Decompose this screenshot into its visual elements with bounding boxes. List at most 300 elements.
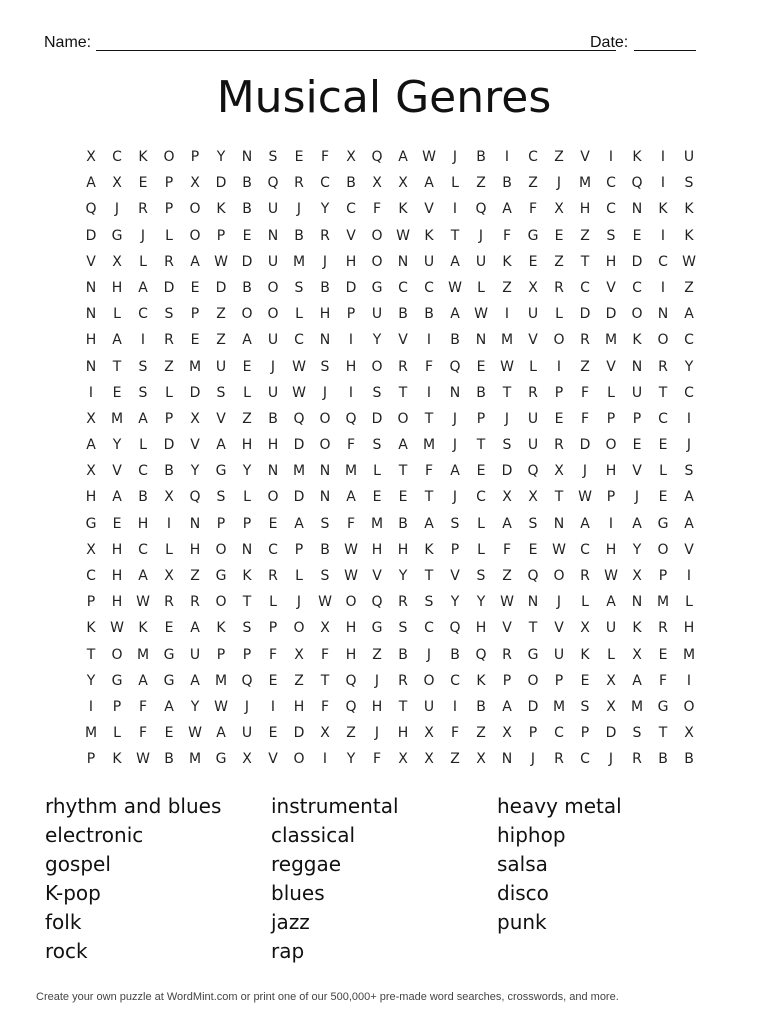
grid-letter: A: [580, 515, 590, 532]
grid-letter: N: [527, 594, 539, 611]
grid-letter: J: [374, 672, 380, 689]
grid-letter: U: [267, 332, 279, 349]
grid-letter: N: [319, 332, 331, 349]
grid-letter: T: [528, 620, 538, 637]
grid-letter: Z: [372, 646, 382, 663]
grid-letter: N: [449, 384, 461, 401]
grid-letter: J: [556, 594, 562, 611]
grid-letter: P: [164, 175, 174, 192]
grid-letter: X: [190, 175, 200, 192]
grid-letter: X: [86, 410, 96, 427]
grid-letter: M: [500, 332, 514, 349]
grid-letter: F: [580, 410, 590, 427]
grid-letter: G: [657, 698, 669, 715]
grid-letter: N: [657, 306, 669, 323]
grid-letter: U: [189, 646, 201, 663]
grid-row: [78, 720, 702, 746]
grid-letter: I: [660, 175, 666, 192]
grid-letter: S: [684, 175, 694, 192]
grid-letter: O: [371, 358, 383, 375]
grid-letter: V: [216, 410, 226, 427]
grid-letter: X: [190, 410, 200, 427]
grid-letter: I: [686, 672, 692, 689]
grid-letter: W: [422, 149, 436, 165]
grid-letter: U: [241, 725, 253, 742]
grid-letter: H: [605, 253, 617, 270]
grid-letter: W: [448, 279, 462, 296]
grid-letter: P: [476, 410, 486, 427]
grid-letter: K: [138, 149, 148, 165]
grid-letter: O: [631, 306, 643, 323]
grid-letter: A: [86, 175, 96, 192]
grid-letter: F: [346, 515, 356, 532]
grid-letter: M: [344, 463, 358, 480]
word-column: [45, 792, 271, 966]
grid-letter: O: [241, 306, 253, 323]
grid-letter: I: [348, 332, 354, 349]
grid-letter: F: [450, 725, 460, 742]
grid-letter: J: [452, 489, 458, 506]
word-item: punk: [497, 910, 547, 934]
grid-letter: F: [424, 358, 434, 375]
grid-letter: D: [85, 227, 97, 244]
grid-letter: A: [216, 725, 226, 742]
grid-letter: O: [163, 149, 175, 165]
grid-row: [78, 170, 702, 196]
grid-letter: A: [502, 515, 512, 532]
grid-letter: I: [608, 515, 614, 532]
grid-letter: W: [396, 227, 410, 244]
grid-letter: O: [319, 437, 331, 454]
grid-row: [78, 484, 702, 510]
grid-letter: U: [553, 646, 565, 663]
grid-letter: M: [214, 672, 228, 689]
grid-letter: E: [554, 410, 564, 427]
grid-letter: S: [242, 620, 252, 637]
grid-letter: P: [164, 410, 174, 427]
word-item: rock: [45, 939, 88, 963]
grid-letter: H: [111, 541, 123, 558]
grid-letter: W: [214, 253, 228, 270]
grid-letter: P: [554, 384, 564, 401]
grid-letter: C: [138, 541, 148, 558]
grid-letter: N: [475, 332, 487, 349]
grid-row: [78, 511, 702, 537]
grid-letter: K: [684, 227, 694, 244]
word-item: hiphop: [497, 823, 566, 847]
grid-row: [78, 458, 702, 484]
grid-letter: A: [450, 463, 460, 480]
grid-letter: M: [292, 253, 306, 270]
grid-letter: B: [476, 384, 486, 401]
grid-letter: F: [424, 463, 434, 480]
grid-letter: I: [270, 698, 276, 715]
grid-letter: N: [319, 463, 331, 480]
letter-grid: [78, 144, 702, 773]
grid-letter: I: [426, 332, 432, 349]
grid-letter: U: [527, 437, 539, 454]
grid-letter: X: [554, 201, 564, 218]
grid-letter: J: [504, 410, 510, 427]
grid-letter: U: [475, 253, 487, 270]
grid-letter: V: [450, 568, 460, 584]
grid-letter: A: [346, 489, 356, 506]
grid-letter: E: [658, 646, 668, 663]
grid-letter: E: [112, 515, 122, 532]
grid-letter: Z: [190, 568, 200, 584]
grid-letter: O: [267, 489, 279, 506]
grid-letter: I: [322, 751, 328, 768]
grid-letter: N: [631, 201, 643, 218]
grid-letter: P: [450, 541, 460, 558]
grid-letter: H: [267, 437, 279, 454]
grid-letter: C: [398, 279, 408, 296]
grid-letter: T: [476, 437, 486, 454]
grid-letter: S: [684, 463, 694, 480]
grid-letter: E: [138, 175, 148, 192]
grid-letter: Y: [684, 358, 694, 375]
grid-letter: H: [397, 725, 409, 742]
grid-letter: M: [552, 698, 566, 715]
grid-row: [78, 563, 702, 589]
grid-letter: A: [112, 332, 122, 349]
grid-letter: Q: [293, 410, 305, 427]
grid-letter: N: [397, 253, 409, 270]
grid-letter: M: [604, 332, 618, 349]
grid-letter: Y: [112, 437, 122, 454]
grid-letter: C: [684, 384, 694, 401]
grid-letter: K: [216, 620, 226, 637]
grid-letter: B: [268, 410, 278, 427]
grid-letter: N: [241, 149, 253, 165]
grid-letter: S: [320, 515, 330, 532]
grid-letter: W: [474, 306, 488, 323]
grid-letter: H: [345, 358, 357, 375]
grid-letter: J: [452, 410, 458, 427]
grid-letter: R: [632, 751, 642, 768]
grid-letter: C: [658, 410, 668, 427]
grid-letter: W: [292, 384, 306, 401]
grid-letter: X: [632, 646, 642, 663]
grid-letter: R: [502, 646, 512, 663]
grid-letter: A: [190, 253, 200, 270]
grid-letter: F: [138, 698, 148, 715]
grid-letter: Z: [528, 175, 538, 192]
word-column: [497, 792, 717, 966]
grid-letter: G: [111, 227, 123, 244]
grid-letter: L: [165, 541, 173, 558]
grid-letter: U: [267, 253, 279, 270]
grid-letter: K: [424, 227, 434, 244]
grid-letter: S: [294, 279, 304, 296]
grid-letter: A: [164, 698, 174, 715]
grid-letter: E: [632, 227, 642, 244]
footer-text: Create your own puzzle at WordMint.com or print one of our 500,000+ pre-made word searches, crosswords, and more.: [36, 991, 619, 1003]
grid-letter: Z: [216, 332, 226, 349]
grid-letter: W: [110, 620, 124, 637]
grid-letter: W: [318, 594, 332, 611]
grid-letter: Y: [190, 463, 200, 480]
grid-letter: A: [502, 698, 512, 715]
grid-letter: L: [659, 463, 667, 480]
grid-letter: K: [476, 672, 486, 689]
grid-letter: Q: [267, 175, 279, 192]
grid-letter: W: [344, 568, 358, 584]
grid-letter: E: [268, 725, 278, 742]
grid-letter: H: [371, 541, 383, 558]
grid-letter: I: [686, 568, 692, 584]
grid-letter: V: [346, 227, 356, 244]
grid-letter: S: [320, 358, 330, 375]
grid-letter: L: [113, 306, 121, 323]
grid-letter: A: [450, 306, 460, 323]
grid-letter: B: [294, 227, 304, 244]
grid-letter: W: [136, 751, 150, 768]
grid-letter: B: [502, 175, 512, 192]
grid-letter: R: [164, 594, 174, 611]
grid-letter: X: [632, 568, 642, 584]
grid-letter: I: [660, 149, 666, 165]
word-item: gospel: [45, 852, 111, 876]
grid-letter: Z: [164, 358, 174, 375]
grid-letter: Z: [450, 751, 460, 768]
grid-letter: A: [424, 515, 434, 532]
grid-letter: L: [373, 463, 381, 480]
grid-letter: D: [163, 279, 175, 296]
grid-row: [78, 249, 702, 275]
grid-letter: C: [580, 751, 590, 768]
grid-letter: R: [294, 175, 304, 192]
grid-letter: Y: [320, 201, 330, 218]
grid-letter: J: [556, 175, 562, 192]
word-column: [271, 792, 497, 966]
grid-letter: Q: [631, 175, 643, 192]
grid-letter: V: [86, 253, 96, 270]
grid-letter: X: [346, 149, 356, 165]
grid-letter: C: [606, 175, 616, 192]
grid-letter: E: [164, 725, 174, 742]
grid-letter: O: [527, 672, 539, 689]
grid-letter: X: [424, 725, 434, 742]
grid-letter: M: [136, 646, 150, 663]
grid-letter: P: [294, 541, 304, 558]
grid-letter: R: [554, 437, 564, 454]
grid-letter: X: [684, 725, 694, 742]
grid-letter: B: [320, 279, 330, 296]
grid-letter: G: [163, 646, 175, 663]
grid-letter: Y: [632, 541, 642, 558]
grid-letter: S: [372, 384, 382, 401]
grid-letter: T: [658, 725, 668, 742]
grid-letter: Y: [346, 751, 356, 768]
grid-letter: D: [371, 410, 383, 427]
grid-letter: W: [552, 541, 566, 558]
grid-letter: H: [85, 332, 97, 349]
grid-letter: Q: [345, 410, 357, 427]
grid-letter: J: [478, 227, 484, 244]
grid-letter: R: [320, 227, 330, 244]
grid-letter: A: [684, 515, 694, 532]
grid-letter: Y: [86, 672, 96, 689]
grid-row: [78, 746, 702, 772]
grid-letter: V: [112, 463, 122, 480]
grid-letter: L: [295, 306, 303, 323]
grid-letter: X: [476, 751, 486, 768]
grid-letter: R: [138, 201, 148, 218]
grid-letter: H: [397, 541, 409, 558]
grid-letter: V: [398, 332, 408, 349]
grid-letter: C: [580, 279, 590, 296]
grid-letter: C: [138, 306, 148, 323]
grid-letter: G: [215, 568, 227, 584]
grid-letter: L: [529, 358, 537, 375]
grid-letter: B: [242, 175, 252, 192]
grid-letter: O: [267, 279, 279, 296]
grid-letter: P: [242, 646, 252, 663]
grid-letter: L: [113, 725, 121, 742]
grid-letter: P: [268, 620, 278, 637]
grid-letter: H: [319, 306, 331, 323]
grid-letter: D: [215, 279, 227, 296]
grid-letter: E: [476, 463, 486, 480]
grid-letter: M: [682, 646, 696, 663]
grid-row: [78, 196, 702, 222]
grid-letter: E: [528, 253, 538, 270]
grid-letter: B: [684, 751, 694, 768]
grid-row: [78, 327, 702, 353]
grid-letter: P: [216, 227, 226, 244]
grid-letter: S: [164, 306, 174, 323]
grid-letter: O: [605, 437, 617, 454]
grid-letter: F: [372, 201, 382, 218]
grid-letter: V: [606, 279, 616, 296]
grid-letter: P: [112, 698, 122, 715]
grid-letter: D: [293, 437, 305, 454]
grid-letter: D: [189, 384, 201, 401]
grid-letter: N: [631, 358, 643, 375]
grid-letter: X: [528, 279, 538, 296]
grid-letter: X: [372, 175, 382, 192]
grid-letter: M: [84, 725, 98, 742]
grid-letter: L: [295, 568, 303, 584]
grid-letter: T: [242, 594, 252, 611]
grid-letter: E: [268, 515, 278, 532]
grid-letter: K: [138, 620, 148, 637]
grid-letter: I: [88, 698, 94, 715]
grid-letter: Z: [580, 227, 590, 244]
grid-letter: L: [477, 515, 485, 532]
grid-letter: Q: [371, 149, 383, 165]
grid-letter: D: [163, 437, 175, 454]
grid-letter: F: [320, 646, 330, 663]
grid-letter: J: [686, 437, 692, 454]
grid-letter: Y: [372, 332, 382, 349]
grid-letter: G: [85, 515, 97, 532]
grid-letter: R: [398, 594, 408, 611]
grid-letter: F: [268, 646, 278, 663]
grid-letter: F: [658, 672, 668, 689]
grid-letter: L: [685, 594, 693, 611]
grid-letter: J: [296, 594, 302, 611]
grid-letter: Z: [216, 306, 226, 323]
grid-letter: Q: [475, 646, 487, 663]
grid-letter: C: [606, 201, 616, 218]
grid-letter: J: [452, 149, 458, 165]
grid-letter: F: [320, 698, 330, 715]
grid-letter: U: [527, 410, 539, 427]
grid-letter: I: [426, 384, 432, 401]
grid-letter: K: [112, 751, 122, 768]
grid-letter: H: [111, 594, 123, 611]
grid-letter: F: [528, 201, 538, 218]
grid-letter: H: [345, 646, 357, 663]
word-item: rhythm and blues: [45, 794, 222, 818]
grid-letter: R: [528, 384, 538, 401]
word-list: [45, 792, 725, 966]
word-item: heavy metal: [497, 794, 622, 818]
grid-letter: F: [580, 384, 590, 401]
grid-letter: T: [424, 410, 434, 427]
grid-letter: H: [371, 698, 383, 715]
grid-letter: D: [631, 253, 643, 270]
grid-letter: U: [215, 358, 227, 375]
grid-letter: O: [111, 646, 123, 663]
grid-letter: I: [88, 384, 94, 401]
grid-letter: O: [345, 594, 357, 611]
grid-letter: W: [292, 358, 306, 375]
grid-letter: U: [371, 306, 383, 323]
grid-row: [78, 694, 702, 720]
grid-letter: B: [424, 306, 434, 323]
grid-letter: C: [554, 725, 564, 742]
grid-letter: A: [138, 672, 148, 689]
grid-letter: M: [630, 698, 644, 715]
grid-letter: D: [605, 306, 617, 323]
grid-letter: E: [554, 227, 564, 244]
grid-letter: T: [658, 384, 668, 401]
grid-letter: A: [684, 489, 694, 506]
grid-letter: V: [424, 201, 434, 218]
grid-letter: X: [242, 751, 252, 768]
grid-letter: B: [398, 306, 408, 323]
grid-letter: M: [292, 463, 306, 480]
grid-letter: C: [294, 332, 304, 349]
grid-letter: L: [451, 175, 459, 192]
grid-letter: X: [164, 489, 174, 506]
grid-letter: J: [140, 227, 146, 244]
grid-letter: O: [683, 698, 695, 715]
grid-letter: H: [111, 568, 123, 584]
date-blank-line: [634, 50, 696, 51]
grid-letter: Q: [475, 201, 487, 218]
grid-letter: Y: [450, 594, 460, 611]
grid-letter: E: [190, 332, 200, 349]
grid-letter: K: [398, 201, 408, 218]
grid-letter: R: [398, 672, 408, 689]
grid-letter: X: [502, 725, 512, 742]
grid-letter: X: [502, 489, 512, 506]
grid-letter: Z: [476, 725, 486, 742]
grid-letter: J: [322, 384, 328, 401]
grid-letter: Q: [371, 594, 383, 611]
grid-letter: F: [372, 751, 382, 768]
grid-letter: Z: [502, 279, 512, 296]
grid-letter: E: [190, 279, 200, 296]
grid-letter: X: [320, 620, 330, 637]
grid-letter: X: [606, 698, 616, 715]
grid-letter: S: [424, 594, 434, 611]
grid-row: [78, 354, 702, 380]
